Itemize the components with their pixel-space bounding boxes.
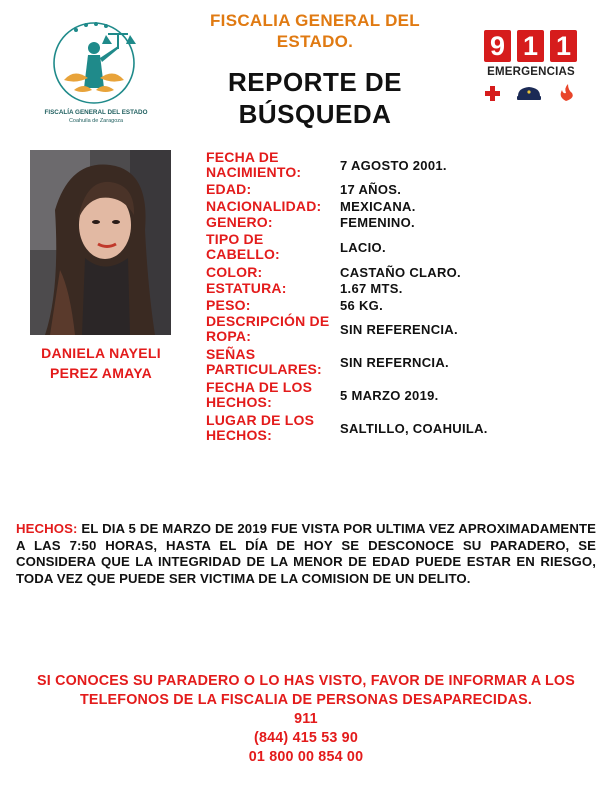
value-tipo-cabello: LACIO. [340,240,386,255]
label-senas-particulares: SEÑAS PARTICULARES: [206,346,322,377]
label-peso: PESO: [206,297,251,313]
page-title: REPORTE DE BÚSQUEDA [227,67,403,129]
digit-1-second: 1 [550,30,577,62]
missing-person-photo [30,150,171,335]
digit-9: 9 [484,30,511,62]
contact-message: SI CONOCES SU PARADERO O LO HAS VISTO, FAVOR DE INFORMAR A LOS TELEFONOS DE LA FISCALIA DE PERSONAS DESAPARECIDAS. [37,673,575,708]
svg-text:Coahuila de Zaragoza: Coahuila de Zaragoza [68,118,124,124]
digit-1: 1 [517,30,544,62]
value-edad: 17 AÑOS. [340,182,402,197]
value-peso: 56 KG. [340,298,383,313]
fiscalia-logo [44,18,148,128]
label-fecha-hechos: FECHA DE LOS HECHOS: [206,379,313,410]
label-color: COLOR: [206,264,263,280]
phone-toll-free: 01 800 00 854 00 [248,749,364,765]
label-fecha-nacimiento: FECHA DE NACIMIENTO: [206,149,302,180]
red-cross-icon [485,86,500,101]
police-cap-icon [517,87,541,100]
hechos-paragraph [16,521,596,587]
value-senas-particulares: SIN REFERNCIA. [340,355,449,370]
emergencias-label: EMERGENCIAS [487,66,575,78]
missing-person-name: DANIELA NAYELI PEREZ AMAYA [41,345,161,381]
label-estatura: ESTATURA: [206,280,287,296]
phone-911: 911 [294,711,318,727]
contact-footer [10,672,602,767]
justice-emblem-icon [44,18,148,128]
label-tipo-cabello: TIPO DE CABELLO: [206,231,280,262]
value-nacionalidad: MEXICANA. [340,199,416,214]
value-fecha-hechos: 5 MARZO 2019. [340,388,439,403]
label-genero: GENERO: [206,214,273,230]
value-genero: FEMENINO. [340,215,415,230]
label-lugar-hechos: LUGAR DE LOS HECHOS: [206,412,315,443]
emergencias-911-logo [482,30,580,106]
value-lugar-hechos: SALTILLO, COAHUILA. [340,421,488,436]
fire-icon [561,84,573,101]
label-nacionalidad: NACIONALIDAD: [206,198,322,214]
phone-fiscalia: (844) 415 53 90 [254,730,358,746]
hechos-text: EL DIA 5 DE MARZO DE 2019 FUE VISTA POR ULTIMA VEZ APROXIMADAMENTE A LAS 7:50 HORAS, HASTA EL DÍA DE HOY SE DESCONOCE SU PARADERO, SE CONSIDERA QUE LA INTEGRIDAD DE LA MENOR DE EDAD PUEDE ESTAR EN RIESGO, TODA VEZ QUE PUEDE SER VICTIMA DE LA COMISION DE UN DELITO. [16,521,596,586]
svg-text:FISCALÍA GENERAL DEL ESTADO: FISCALÍA GENERAL DEL ESTADO [44,109,148,116]
value-estatura: 1.67 MTS. [340,281,403,296]
hechos-label: HECHOS: [16,521,78,536]
org-title: FISCALIA GENERAL DEL ESTADO. [209,11,420,51]
value-color: CASTAÑO CLARO. [340,265,461,280]
emergency-services-icons [482,82,580,104]
value-descripcion-ropa: SIN REFERENCIA. [340,322,458,337]
label-descripcion-ropa: DESCRIPCIÓN DE ROPA: [206,313,330,344]
person-portrait-icon [30,150,171,335]
value-fecha-nacimiento: 7 AGOSTO 2001. [340,158,447,173]
label-edad: EDAD: [206,181,252,197]
